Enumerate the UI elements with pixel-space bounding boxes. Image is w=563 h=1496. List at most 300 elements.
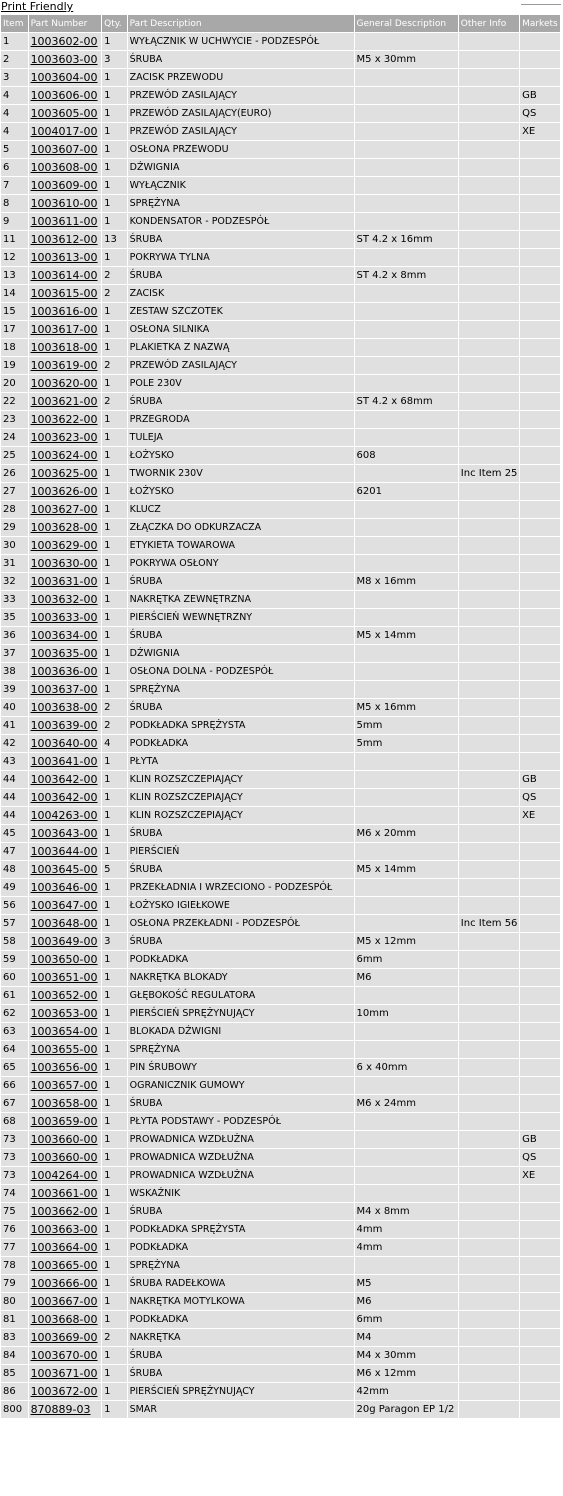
table-row: [1, 195, 560, 212]
part-number-link[interactable]: 1003626-00: [30, 485, 98, 498]
part-number-link[interactable]: 1003642-00: [30, 791, 98, 804]
item-cell: 20: [1, 375, 28, 392]
part-number-cell: [29, 609, 102, 626]
part-number-link[interactable]: 1003614-00: [30, 269, 98, 282]
part-number-link[interactable]: 1003644-00: [30, 845, 98, 858]
markets-cell: [520, 1095, 560, 1112]
table-row: [1, 969, 560, 986]
part-number-cell: [29, 537, 102, 554]
other-info-cell: [459, 33, 519, 50]
markets-cell: [520, 1059, 560, 1076]
qty-cell: 1: [102, 1095, 127, 1112]
part-number-link[interactable]: 1003646-00: [30, 881, 98, 894]
qty-cell: 1: [102, 1347, 127, 1364]
part-number-link[interactable]: 1003651-00: [30, 971, 98, 984]
part-number-link[interactable]: 1003667-00: [30, 1295, 98, 1308]
other-info-cell: [459, 645, 519, 662]
part-number-cell: [29, 573, 102, 590]
markets-cell: [520, 339, 560, 356]
part-number-link[interactable]: 1003672-00: [30, 1385, 98, 1398]
part-number-link[interactable]: 1003605-00: [30, 107, 98, 120]
part-number-cell: [29, 1077, 102, 1094]
item-cell: 6: [1, 159, 28, 176]
part-number-link[interactable]: 1003603-00: [30, 53, 98, 66]
table-row: [1, 789, 560, 806]
markets-cell: [520, 1239, 560, 1256]
markets-cell: [520, 447, 560, 464]
qty-cell: 1: [102, 1293, 127, 1310]
markets-cell: [520, 1311, 560, 1328]
part-number-cell: [29, 807, 102, 824]
part-number-cell: [29, 843, 102, 860]
other-info-cell: [459, 447, 519, 464]
general-description-cell: 5mm: [355, 735, 458, 752]
part-number-link[interactable]: 1003662-00: [30, 1205, 98, 1218]
general-description-cell: [355, 33, 458, 50]
header-item: Item: [1, 15, 28, 32]
qty-cell: 1: [102, 951, 127, 968]
part-number-cell: [29, 303, 102, 320]
other-info-cell: [459, 393, 519, 410]
qty-cell: 1: [102, 33, 127, 50]
table-row: [1, 357, 560, 374]
part-number-link[interactable]: 1003631-00: [30, 575, 98, 588]
part-number-link[interactable]: 1003604-00: [30, 71, 98, 84]
table-row: [1, 429, 560, 446]
part-number-link[interactable]: 1003637-00: [30, 683, 98, 696]
markets-cell: [520, 69, 560, 86]
markets-cell: [520, 1023, 560, 1040]
part-number-link[interactable]: 1003645-00: [30, 863, 98, 876]
other-info-cell: [459, 555, 519, 572]
general-description-cell: 6mm: [355, 1311, 458, 1328]
part-number-link[interactable]: 1003654-00: [30, 1025, 98, 1038]
table-row: [1, 321, 560, 338]
qty-cell: 1: [102, 429, 127, 446]
item-cell: 38: [1, 663, 28, 680]
part-number-cell: [29, 951, 102, 968]
part-description-cell: ŚRUBA: [128, 1095, 354, 1112]
qty-cell: 1: [102, 195, 127, 212]
part-number-link[interactable]: 1003659-00: [30, 1115, 98, 1128]
part-number-link[interactable]: 1003602-00: [30, 35, 98, 48]
part-number-link[interactable]: 1003629-00: [30, 539, 98, 552]
part-number-cell: [29, 159, 102, 176]
markets-cell: [520, 1329, 560, 1346]
other-info-cell: Inc Item 56: [459, 915, 519, 932]
part-number-cell: [29, 915, 102, 932]
part-number-cell: [29, 879, 102, 896]
part-number-link[interactable]: 1003612-00: [30, 233, 98, 246]
item-cell: 29: [1, 519, 28, 536]
table-row: [1, 843, 560, 860]
general-description-cell: [355, 465, 458, 482]
markets-cell: [520, 843, 560, 860]
item-cell: 44: [1, 789, 28, 806]
part-number-link[interactable]: 1003622-00: [30, 413, 98, 426]
table-row: [1, 393, 560, 410]
qty-cell: 3: [102, 933, 127, 950]
part-number-link[interactable]: 1003650-00: [30, 953, 98, 966]
part-number-link[interactable]: 870889-03: [30, 1403, 91, 1416]
qty-cell: 1: [102, 663, 127, 680]
table-row: [1, 645, 560, 662]
markets-cell: [520, 141, 560, 158]
item-cell: 60: [1, 969, 28, 986]
part-number-link[interactable]: 1003652-00: [30, 989, 98, 1002]
markets-cell: [520, 1383, 560, 1400]
table-row: [1, 717, 560, 734]
table-row: [1, 807, 560, 824]
part-number-link[interactable]: 1004017-00: [30, 125, 98, 138]
item-cell: 76: [1, 1221, 28, 1238]
item-cell: 35: [1, 609, 28, 626]
markets-cell: [520, 1257, 560, 1274]
part-number-link[interactable]: 1003668-00: [30, 1313, 98, 1326]
item-cell: 47: [1, 843, 28, 860]
general-description-cell: M5 x 14mm: [355, 627, 458, 644]
part-number-link[interactable]: 1003625-00: [30, 467, 98, 480]
part-number-link[interactable]: 1003648-00: [30, 917, 98, 930]
table-row: [1, 825, 560, 842]
table-row: [1, 375, 560, 392]
part-description-cell: KLIN ROZSZCZEPIAJĄCY: [128, 771, 354, 788]
item-cell: 36: [1, 627, 28, 644]
markets-cell: [520, 1293, 560, 1310]
part-number-link[interactable]: 1003657-00: [30, 1079, 98, 1092]
item-cell: 61: [1, 987, 28, 1004]
qty-cell: 1: [102, 1365, 127, 1382]
other-info-cell: [459, 663, 519, 680]
part-description-cell: TULEJA: [128, 429, 354, 446]
part-number-cell: [29, 897, 102, 914]
markets-cell: [520, 879, 560, 896]
table-row: [1, 1167, 560, 1184]
qty-cell: 1: [102, 1113, 127, 1130]
qty-cell: 1: [102, 105, 127, 122]
table-row: [1, 1149, 560, 1166]
part-number-link[interactable]: 1003643-00: [30, 827, 98, 840]
qty-cell: 1: [102, 339, 127, 356]
part-number-cell: [29, 393, 102, 410]
header-part-number: Part Number: [29, 15, 102, 32]
qty-cell: 1: [102, 1401, 127, 1418]
part-number-link[interactable]: 1003665-00: [30, 1259, 98, 1272]
general-description-cell: [355, 177, 458, 194]
other-info-cell: [459, 357, 519, 374]
part-description-cell: WSKAŹNIK: [128, 1185, 354, 1202]
item-cell: 80: [1, 1293, 28, 1310]
part-number-cell: [29, 33, 102, 50]
other-info-cell: [459, 897, 519, 914]
table-row: [1, 141, 560, 158]
other-info-cell: [459, 519, 519, 536]
part-number-link[interactable]: 1003630-00: [30, 557, 98, 570]
item-cell: 24: [1, 429, 28, 446]
markets-cell: [520, 537, 560, 554]
markets-cell: [520, 645, 560, 662]
other-info-cell: [459, 303, 519, 320]
part-description-cell: ZŁĄCZKA DO ODKURZACZA: [128, 519, 354, 536]
qty-cell: 1: [102, 465, 127, 482]
part-description-cell: PRZEKŁADNIA I WRZECIONO - PODZESPÓŁ: [128, 879, 354, 896]
part-number-cell: [29, 933, 102, 950]
qty-cell: 1: [102, 1023, 127, 1040]
item-cell: 3: [1, 69, 28, 86]
table-row: [1, 303, 560, 320]
general-description-cell: M5 x 16mm: [355, 699, 458, 716]
other-info-cell: [459, 825, 519, 842]
part-number-link[interactable]: 1003641-00: [30, 755, 98, 768]
part-number-link[interactable]: 1003620-00: [30, 377, 98, 390]
table-row: [1, 987, 560, 1004]
markets-cell: [520, 177, 560, 194]
part-number-link[interactable]: 1003649-00: [30, 935, 98, 948]
item-cell: 48: [1, 861, 28, 878]
part-number-cell: [29, 105, 102, 122]
part-number-link[interactable]: 1003610-00: [30, 197, 98, 210]
part-number-link[interactable]: 1003640-00: [30, 737, 98, 750]
item-cell: 43: [1, 753, 28, 770]
part-number-link[interactable]: 1003617-00: [30, 323, 98, 336]
other-info-cell: [459, 87, 519, 104]
part-description-cell: PROWADNICA WZDŁUŻNA: [128, 1167, 354, 1184]
qty-cell: 5: [102, 861, 127, 878]
qty-cell: 1: [102, 1149, 127, 1166]
item-cell: 23: [1, 411, 28, 428]
general-description-cell: [355, 789, 458, 806]
part-number-link[interactable]: 1003638-00: [30, 701, 98, 714]
part-number-link[interactable]: 1003670-00: [30, 1349, 98, 1362]
part-number-link[interactable]: 1003658-00: [30, 1097, 98, 1110]
part-description-cell: NAKRĘTKA MOTYLKOWA: [128, 1293, 354, 1310]
qty-cell: 1: [102, 753, 127, 770]
part-number-link[interactable]: 1003634-00: [30, 629, 98, 642]
print-friendly-link[interactable]: Print Friendly: [1, 0, 74, 13]
part-number-link[interactable]: 1003615-00: [30, 287, 98, 300]
part-number-cell: [29, 1383, 102, 1400]
part-number-link[interactable]: 1003663-00: [30, 1223, 98, 1236]
part-number-link[interactable]: 1003624-00: [30, 449, 98, 462]
table-row: [1, 1347, 560, 1364]
item-cell: 49: [1, 879, 28, 896]
part-number-link[interactable]: 1003632-00: [30, 593, 98, 606]
part-number-cell: [29, 1203, 102, 1220]
part-number-cell: [29, 141, 102, 158]
part-number-cell: [29, 1221, 102, 1238]
item-cell: 63: [1, 1023, 28, 1040]
part-number-link[interactable]: 1003619-00: [30, 359, 98, 372]
item-cell: 67: [1, 1095, 28, 1112]
item-cell: 65: [1, 1059, 28, 1076]
part-number-cell: [29, 699, 102, 716]
general-description-cell: [355, 141, 458, 158]
qty-cell: 1: [102, 555, 127, 572]
other-info-cell: [459, 807, 519, 824]
part-number-cell: [29, 519, 102, 536]
part-description-cell: POKRYWA OSŁONY: [128, 555, 354, 572]
part-description-cell: ŚRUBA: [128, 627, 354, 644]
general-description-cell: [355, 159, 458, 176]
part-number-cell: [29, 969, 102, 986]
part-number-link[interactable]: 1004263-00: [30, 809, 98, 822]
general-description-cell: [355, 501, 458, 518]
markets-cell: [520, 429, 560, 446]
table-row: [1, 897, 560, 914]
general-description-cell: M4 x 8mm: [355, 1203, 458, 1220]
markets-cell: [520, 1203, 560, 1220]
qty-cell: 2: [102, 357, 127, 374]
qty-cell: 2: [102, 393, 127, 410]
general-description-cell: [355, 591, 458, 608]
part-number-link[interactable]: 1003608-00: [30, 161, 98, 174]
qty-cell: 1: [102, 303, 127, 320]
part-number-cell: [29, 177, 102, 194]
markets-cell: [520, 1185, 560, 1202]
part-number-cell: [29, 447, 102, 464]
part-number-link[interactable]: 1003609-00: [30, 179, 98, 192]
part-number-link[interactable]: 1003618-00: [30, 341, 98, 354]
part-number-link[interactable]: 1003655-00: [30, 1043, 98, 1056]
markets-cell: [520, 573, 560, 590]
general-description-cell: [355, 519, 458, 536]
general-description-cell: 608: [355, 447, 458, 464]
markets-cell: [520, 735, 560, 752]
item-cell: 64: [1, 1041, 28, 1058]
other-info-cell: [459, 1257, 519, 1274]
markets-cell: [520, 897, 560, 914]
qty-cell: 1: [102, 807, 127, 824]
general-description-cell: 20g Paragon EP 1/2: [355, 1401, 458, 1418]
qty-cell: 1: [102, 681, 127, 698]
table-row: [1, 1401, 560, 1418]
qty-cell: 1: [102, 1005, 127, 1022]
item-cell: 44: [1, 771, 28, 788]
part-number-link[interactable]: 1004264-00: [30, 1169, 98, 1182]
item-cell: 31: [1, 555, 28, 572]
item-cell: 7: [1, 177, 28, 194]
part-number-link[interactable]: 1003633-00: [30, 611, 98, 624]
part-description-cell: POLE 230V: [128, 375, 354, 392]
part-number-cell: [29, 753, 102, 770]
markets-cell: [520, 699, 560, 716]
part-number-link[interactable]: 1003661-00: [30, 1187, 98, 1200]
table-row: [1, 1095, 560, 1112]
part-number-link[interactable]: 1003656-00: [30, 1061, 98, 1074]
markets-cell: [520, 825, 560, 842]
part-number-link[interactable]: 1003611-00: [30, 215, 98, 228]
part-number-link[interactable]: 1003607-00: [30, 143, 98, 156]
part-number-link[interactable]: 1003671-00: [30, 1367, 98, 1380]
part-number-cell: [29, 51, 102, 68]
part-number-link[interactable]: 1003639-00: [30, 719, 98, 732]
markets-cell: [520, 159, 560, 176]
general-description-cell: 6 x 40mm: [355, 1059, 458, 1076]
qty-cell: 1: [102, 1239, 127, 1256]
table-row: [1, 1113, 560, 1130]
general-description-cell: M6 x 12mm: [355, 1365, 458, 1382]
part-description-cell: PIERŚCIEŃ SPRĘŻYNUJĄCY: [128, 1383, 354, 1400]
part-number-link[interactable]: 1003628-00: [30, 521, 98, 534]
table-row: [1, 1257, 560, 1274]
table-row: [1, 51, 560, 68]
parts-table: [0, 14, 561, 1419]
table-row: [1, 33, 560, 50]
item-cell: 30: [1, 537, 28, 554]
part-number-link[interactable]: 1003660-00: [30, 1133, 98, 1146]
part-number-link[interactable]: 1003669-00: [30, 1331, 98, 1344]
part-number-cell: [29, 375, 102, 392]
general-description-cell: [355, 1167, 458, 1184]
other-info-cell: [459, 1113, 519, 1130]
markets-cell: [520, 915, 560, 932]
part-number-link[interactable]: 1003642-00: [30, 773, 98, 786]
part-description-cell: WYŁĄCZNIK: [128, 177, 354, 194]
part-number-cell: [29, 555, 102, 572]
part-description-cell: SMAR: [128, 1401, 354, 1418]
part-number-cell: [29, 1059, 102, 1076]
qty-cell: 1: [102, 591, 127, 608]
other-info-cell: [459, 1293, 519, 1310]
qty-cell: 1: [102, 213, 127, 230]
part-number-cell: [29, 1131, 102, 1148]
part-number-link[interactable]: 1003653-00: [30, 1007, 98, 1020]
item-cell: 9: [1, 213, 28, 230]
part-number-link[interactable]: 1003664-00: [30, 1241, 98, 1254]
part-number-link[interactable]: 1003660-00: [30, 1151, 98, 1164]
markets-cell: [520, 231, 560, 248]
part-number-link[interactable]: 1003666-00: [30, 1277, 98, 1290]
table-row: [1, 1221, 560, 1238]
other-info-cell: [459, 375, 519, 392]
part-number-link[interactable]: 1003613-00: [30, 251, 98, 264]
markets-cell: [520, 393, 560, 410]
part-description-cell: PRZEWÓD ZASILAJĄCY: [128, 123, 354, 140]
general-description-cell: ST 4.2 x 16mm: [355, 231, 458, 248]
part-description-cell: PODKŁADKA: [128, 951, 354, 968]
part-number-link[interactable]: 1003621-00: [30, 395, 98, 408]
part-number-cell: [29, 825, 102, 842]
markets-cell: XE: [520, 1167, 560, 1184]
qty-cell: 1: [102, 1185, 127, 1202]
qty-cell: 1: [102, 1221, 127, 1238]
part-number-link[interactable]: 1003636-00: [30, 665, 98, 678]
table-row: [1, 861, 560, 878]
part-number-link[interactable]: 1003627-00: [30, 503, 98, 516]
part-number-link[interactable]: 1003635-00: [30, 647, 98, 660]
table-row: [1, 609, 560, 626]
part-number-cell: [29, 1239, 102, 1256]
part-number-link[interactable]: 1003616-00: [30, 305, 98, 318]
qty-cell: 1: [102, 645, 127, 662]
item-cell: 45: [1, 825, 28, 842]
table-header-row: [1, 15, 560, 32]
markets-cell: [520, 987, 560, 1004]
part-number-cell: [29, 1293, 102, 1310]
item-cell: 79: [1, 1275, 28, 1292]
part-number-cell: [29, 681, 102, 698]
part-number-link[interactable]: 1003647-00: [30, 899, 98, 912]
general-description-cell: [355, 897, 458, 914]
other-info-cell: [459, 843, 519, 860]
part-number-cell: [29, 1311, 102, 1328]
qty-cell: 1: [102, 69, 127, 86]
part-number-link[interactable]: 1003623-00: [30, 431, 98, 444]
qty-cell: 1: [102, 123, 127, 140]
part-number-link[interactable]: 1003606-00: [30, 89, 98, 102]
other-info-cell: [459, 141, 519, 158]
other-info-cell: [459, 51, 519, 68]
